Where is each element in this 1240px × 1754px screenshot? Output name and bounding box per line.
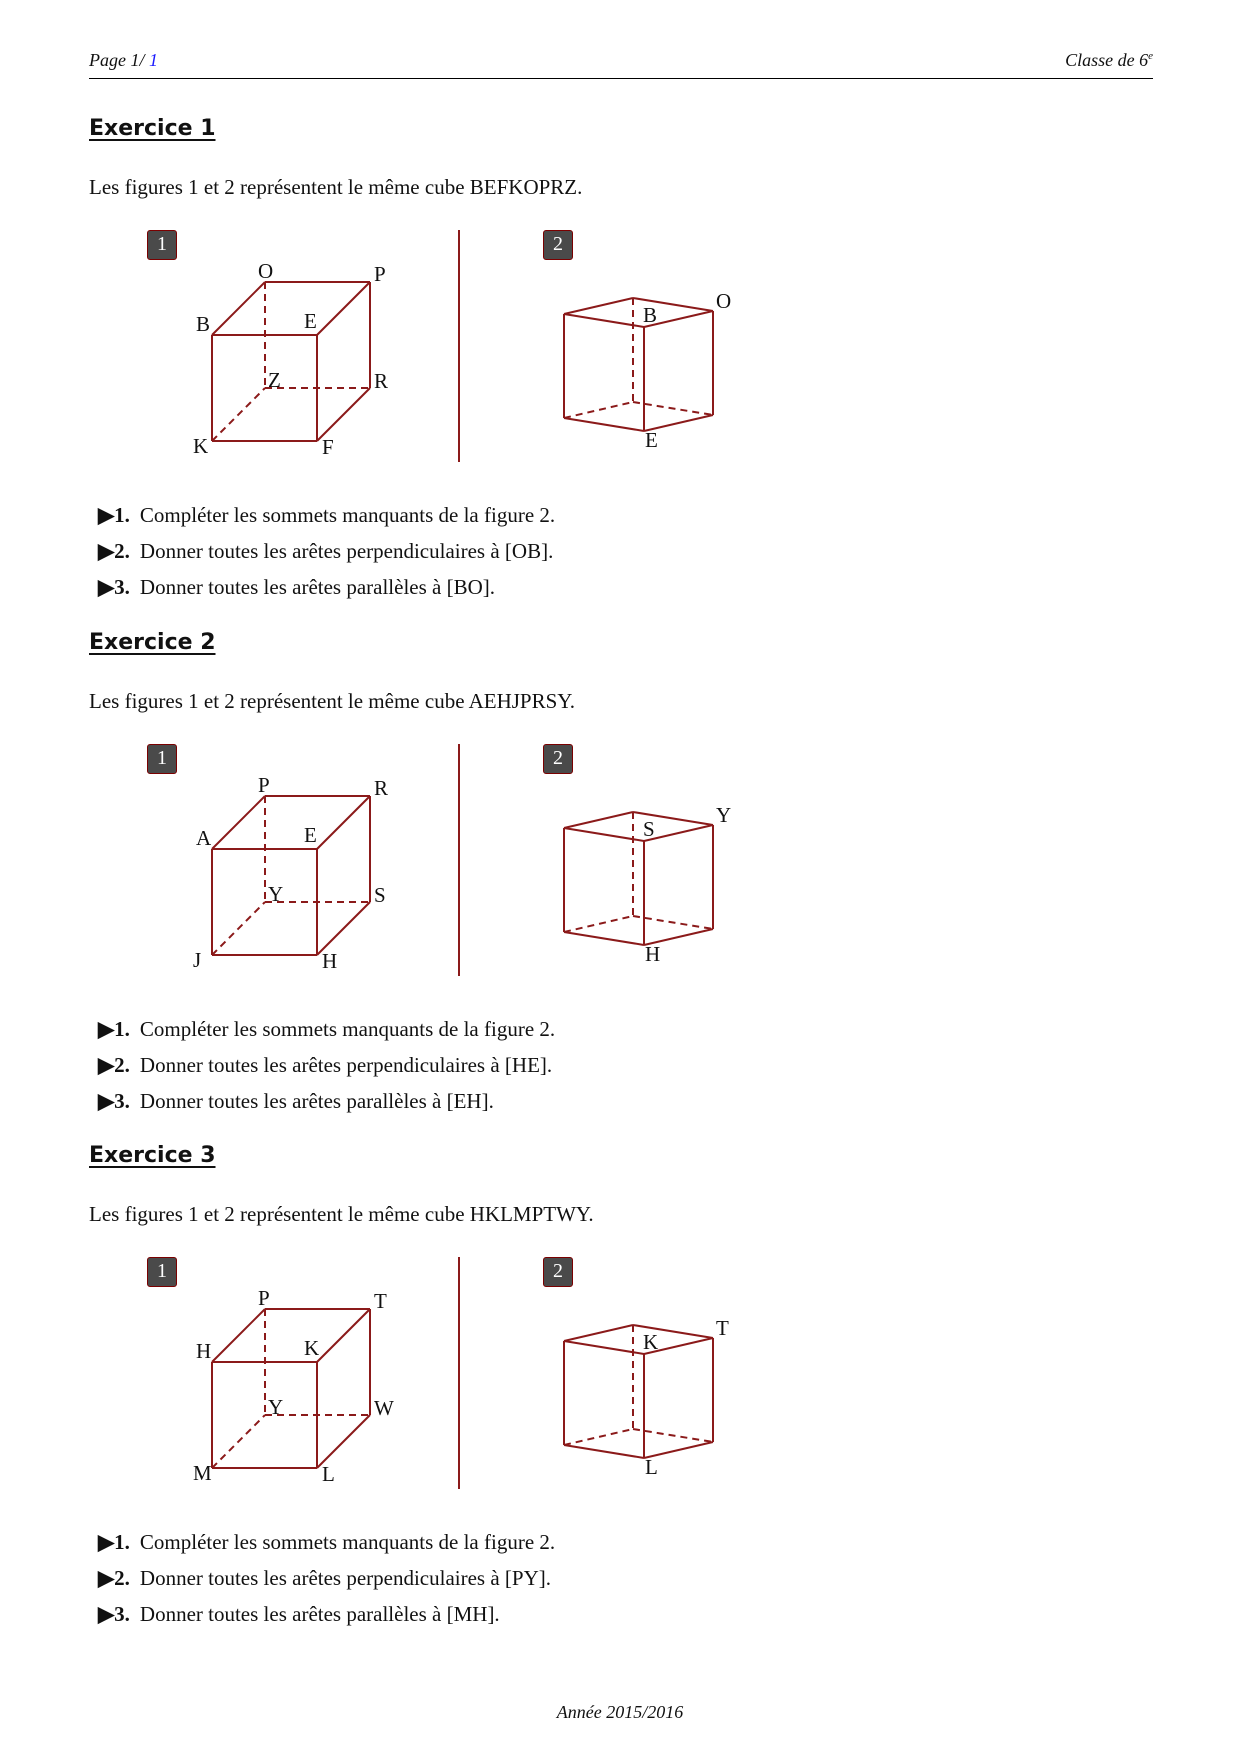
- fig1-vertex-front-bottom-right: F: [322, 435, 334, 459]
- question-number: ▶3.: [98, 575, 130, 599]
- question-number: ▶1.: [98, 1530, 130, 1554]
- question-text: Compléter les sommets manquants de la figure 2.: [139, 1017, 556, 1041]
- figure-2-badge: 2: [543, 230, 573, 260]
- question-2: [98, 539, 553, 564]
- fig2-vertex-bottom: E: [645, 428, 658, 452]
- edge-bottom-right-depth: [317, 1415, 370, 1468]
- fig1-vertex-back-bottom-right: S: [374, 883, 386, 907]
- cube-1: [212, 282, 370, 441]
- question-number: ▶3.: [98, 1089, 130, 1113]
- cube-1: [212, 796, 370, 955]
- edge-top-1: [564, 812, 633, 828]
- fig2-vertex-right: T: [716, 1316, 729, 1340]
- fig1-vertex-front-top-right: E: [304, 309, 317, 333]
- exercise-intro: Les figures 1 et 2 représentent le même cube BEFKOPRZ.: [89, 175, 583, 199]
- fig2-vertex-top: S: [643, 817, 655, 841]
- fig2-vertex-right: Y: [716, 803, 732, 827]
- figure-2-badge: 2: [543, 744, 573, 774]
- edge-bottom-right-depth: [317, 388, 370, 441]
- fig1-vertex-back-bottom-left: Y: [268, 1395, 284, 1419]
- fig2-vertex-top: B: [643, 303, 658, 327]
- edge-hidden-depth: [212, 902, 265, 955]
- fig1-vertex-back-bottom-right: W: [374, 1396, 394, 1420]
- question-text: Donner toutes les arêtes parallèles à [EH].: [139, 1089, 494, 1113]
- edge-top-left-depth: [212, 1309, 265, 1362]
- exercise-intro: Les figures 1 et 2 représentent le même cube AEHJPRSY.: [89, 689, 576, 713]
- question-3: [98, 1602, 500, 1627]
- question-3: [98, 575, 495, 600]
- fig2-vertex-bottom: H: [645, 942, 661, 966]
- question-2: [98, 1566, 551, 1591]
- cube-drawings: [130, 230, 890, 490]
- cube-1: [212, 1309, 370, 1468]
- edge-bottom-right-depth: [317, 902, 370, 955]
- question-number: ▶2.: [98, 1566, 130, 1590]
- fig1-vertex-front-top-left: A: [196, 826, 212, 850]
- edge-top-left-depth: [212, 796, 265, 849]
- fig1-vertex-back-top-left: O: [258, 259, 274, 283]
- question-text: Compléter les sommets manquants de la figure 2.: [139, 503, 556, 527]
- edge-top-1: [564, 1325, 633, 1341]
- page-number: [89, 50, 158, 71]
- cube-2: [564, 812, 713, 945]
- edge-bottom-front-left: [564, 418, 644, 431]
- fig1-vertex-back-top-right: R: [374, 776, 389, 800]
- fig1-vertex-front-bottom-left: J: [193, 948, 202, 972]
- question-3: [98, 1089, 494, 1114]
- question-number: ▶1.: [98, 1017, 130, 1041]
- fig1-vertex-back-top-left: P: [258, 773, 270, 797]
- cube-2: [564, 1325, 713, 1458]
- question-text: Donner toutes les arêtes perpendiculaires à [OB].: [139, 539, 554, 563]
- figure-1-badge: 1: [147, 230, 177, 260]
- class-superscript: e: [1148, 50, 1153, 62]
- fig1-vertex-back-top-right: T: [374, 1289, 387, 1313]
- fig1-vertex-back-bottom-left: Y: [268, 882, 284, 906]
- edge-hidden-left: [564, 916, 633, 932]
- exercise-title: Exercice 2: [89, 630, 216, 655]
- fig1-vertex-front-bottom-right: H: [322, 949, 338, 973]
- question-2: [98, 1053, 552, 1078]
- question-text: Donner toutes les arêtes parallèles à [BO].: [139, 575, 496, 599]
- cube-figures: [130, 744, 890, 1004]
- edge-top-right-depth: [317, 282, 370, 335]
- edge-top-left-depth: [212, 282, 265, 335]
- fig1-vertex-front-top-right: E: [304, 823, 317, 847]
- question-1: [98, 1017, 555, 1042]
- cube-drawings: [130, 744, 890, 1004]
- edge-top-1: [564, 298, 633, 314]
- question-1: [98, 1530, 555, 1555]
- class-label: [1065, 50, 1153, 71]
- edge-top-right-depth: [317, 1309, 370, 1362]
- cube-drawings: [130, 1257, 890, 1517]
- fig1-vertex-front-bottom-left: M: [193, 1461, 212, 1485]
- page-total-link[interactable]: 1: [149, 50, 158, 70]
- exercise-title: Exercice 1: [89, 116, 216, 141]
- cube-2: [564, 298, 713, 431]
- edge-hidden-left: [564, 1429, 633, 1445]
- class-text: Classe de 6: [1065, 50, 1149, 70]
- fig1-vertex-front-top-left: H: [196, 1339, 212, 1363]
- fig1-vertex-back-top-right: P: [374, 262, 386, 286]
- edge-top-right-depth: [317, 796, 370, 849]
- fig2-vertex-right: O: [716, 289, 732, 313]
- question-number: ▶3.: [98, 1602, 130, 1626]
- footer-year: Année 2015/2016: [556, 1702, 684, 1722]
- edge-hidden-depth: [212, 1415, 265, 1468]
- cube-figures: [130, 230, 890, 490]
- figure-2-badge: 2: [543, 1257, 573, 1287]
- question-number: ▶2.: [98, 539, 130, 563]
- question-1: [98, 503, 555, 528]
- header-divider: [89, 78, 1153, 79]
- fig1-vertex-front-top-left: B: [196, 312, 211, 336]
- question-number: ▶1.: [98, 503, 130, 527]
- fig1-vertex-front-bottom-right: L: [322, 1462, 335, 1486]
- figure-1-badge: 1: [147, 1257, 177, 1287]
- fig1-vertex-back-top-left: P: [258, 1286, 270, 1310]
- fig1-vertex-back-bottom-left: Z: [268, 368, 281, 392]
- question-text: Compléter les sommets manquants de la figure 2.: [139, 1530, 556, 1554]
- edge-hidden-depth: [212, 388, 265, 441]
- cube-figures: [130, 1257, 890, 1517]
- fig2-vertex-top: K: [643, 1330, 659, 1354]
- figure-1-badge: 1: [147, 744, 177, 774]
- fig2-vertex-bottom: L: [645, 1455, 658, 1479]
- question-text: Donner toutes les arêtes parallèles à [MH].: [139, 1602, 500, 1626]
- fig1-vertex-front-bottom-left: K: [193, 434, 209, 458]
- edge-hidden-left: [564, 402, 633, 418]
- exercise-intro: Les figures 1 et 2 représentent le même cube HKLMPTWY.: [89, 1202, 594, 1226]
- question-number: ▶2.: [98, 1053, 130, 1077]
- edge-bottom-front-left: [564, 1445, 644, 1458]
- page-prefix: Page 1/: [89, 50, 149, 70]
- edge-bottom-front-left: [564, 932, 644, 945]
- exercise-title: Exercice 3: [89, 1143, 216, 1168]
- question-text: Donner toutes les arêtes perpendiculaires à [HE].: [139, 1053, 553, 1077]
- question-text: Donner toutes les arêtes perpendiculaires à [PY].: [139, 1566, 552, 1590]
- fig1-vertex-back-bottom-right: R: [374, 369, 389, 393]
- fig1-vertex-front-top-right: K: [304, 1336, 320, 1360]
